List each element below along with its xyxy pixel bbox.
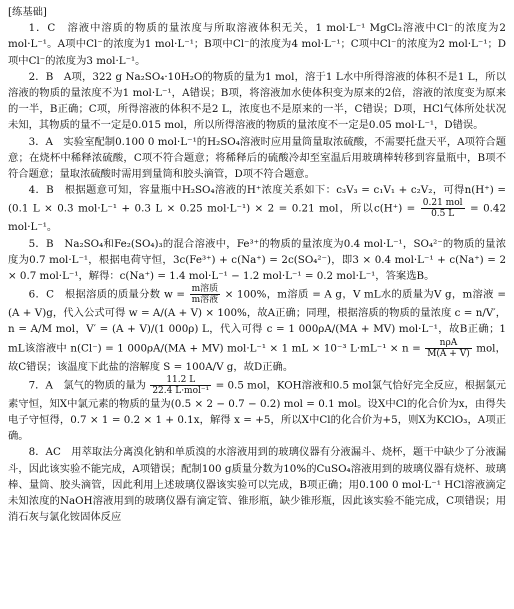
fraction-numerator: 0.21 mol bbox=[422, 198, 463, 209]
fraction-denominator: 0.5 L bbox=[431, 209, 455, 220]
answer-7-text-b: = 0.5 mol，KOH溶液和0.5 mol氯气恰好完全反应，根据氯元素守恒，知X中氯元素的物质的量为(0.5 × 2 − 0.7 − 0.2) mol = 0.1 mol。设X中Cl的化合价为x，由得失电子守恒得，0.7 × 1 = 0.2 × 1 + 0.1x，解得 x = +5，所以X中Cl的化合价为+5，则X为KClO₃，A项正确。 bbox=[8, 379, 506, 443]
answer-6-text-c: mol，故C错误；该温度下此盐的溶解度 S = 100A/V g，故D正确。 bbox=[8, 342, 506, 373]
answer-6-chloride-fraction bbox=[425, 338, 472, 359]
fraction-numerator: m溶质 bbox=[191, 284, 219, 295]
answer-2: 2．B A项，322 g Na₂SO₄·10H₂O的物质的量为1 mol，溶于1 L水中所得溶液的体积不是1 L，所以溶液的物质的量浓度不为1 mol·L⁻¹，A错误；B项，将溶液加水使体积变为原来的2倍，溶液的浓度变为原来的一半，B正确；C项，所得溶液的体积不是2 L，浓度也不是原来的一半，C错误；D项，HCl气体所处状况未知，其物质的量不一定是0.015 mol，所以所得溶液的物质的量浓度不一定是0.05 mol·L⁻¹，D错误。 bbox=[8, 70, 506, 132]
fraction-numerator: 11.2 L bbox=[150, 375, 211, 386]
answer-3: 3．A 实验室配制0.100 0 mol·L⁻¹的H₂SO₄溶液时应用量筒量取浓硫酸，不需要托盘天平，A项符合题意；在烧杯中稀释浓硫酸，C项不符合题意；将稀释后的硫酸冷却至室温后用玻璃棒转移到容量瓶中，B项不符合题意；量取浓硫酸时需用到量筒和胶头滴管，D项不符合题意。 bbox=[8, 135, 506, 181]
answer-7-fraction bbox=[150, 375, 211, 396]
answer-6-text-b: × 100%，m溶质 = A g，V mL水的质量为V g，m溶液 = (A + V)g，代入公式可得 w = A/(A + V) × 100%，故A正确；同理，根据溶质的物质的量浓度 c = n/V′，n = A/M mol，V′ = (A + V)/(1 000ρ) L，代入可得 c = 1 000ρA/(MA + MV) mol·L⁻¹，故B正确；1 mL该溶液中 n(Cl⁻) = 1 000ρA/(MA + MV) mol·L⁻¹ × 1 mL × 10⁻³ L·mL⁻¹ × n = bbox=[8, 288, 506, 355]
answer-6 bbox=[8, 284, 506, 375]
answer-4-text-b: = 0.42 mol·L⁻¹。 bbox=[8, 202, 506, 234]
answer-5: 5．B Na₂SO₄和Fe₂(SO₄)₃的混合溶液中，Fe³⁺的物质的量浓度为0.4 mol·L⁻¹，SO₄²⁻的物质的量浓度为0.7 mol·L⁻¹，根据电荷守恒，3c(Fe³⁺) + c(Na⁺) = 2c(SO₄²⁻)，即3 × 0.4 mol·L⁻¹ + c(Na⁺) = 2 × 0.7 mol·L⁻¹，解得：c(Na⁺) = 1.4 mol·L⁻¹ − 1.2 mol·L⁻¹ = 0.2 mol·L⁻¹，答案选B。 bbox=[8, 237, 506, 283]
answer-7 bbox=[8, 375, 506, 445]
answer-4-text-a: 4．B 根据题意可知，容量瓶中H₂SO₄溶液的H⁺浓度关系如下：c₃V₃ = c₁V₁ + c₂V₂，可得n(H⁺) = (0.1 L × 0.3 mol·L⁻¹ + 0.3 L × 0.25 mol·L⁻¹) × 2 = 0.21 mol，所以c(H⁺) = bbox=[8, 184, 506, 215]
answer-8: 8．AC 用萃取法分离溴化钠和单质溴的水溶液用到的玻璃仪器有分液漏斗、烧杯，题干中缺少了分液漏斗，因此该实验不能完成，A项错误；配制100 g质量分数为10%的CuSO₄溶液用到的玻璃仪器有烧杯、玻璃棒、量筒、胶头滴管，因此利用上述玻璃仪器该实验可以完成，B项正确；用0.100 0 mol·L⁻¹ HCl溶液滴定未知浓度的NaOH溶液用到的玻璃仪器有滴定管、锥形瓶，缺少锥形瓶，因此该实验不能完成，C项错误；用消石灰与氯化铵固体反应 bbox=[8, 446, 506, 524]
answer-7-text-a: 7．A 氯气的物质的量为 bbox=[28, 379, 146, 392]
fraction-denominator: m溶液 bbox=[191, 295, 219, 306]
fraction-denominator: 22.4 L·mol⁻¹ bbox=[152, 385, 210, 396]
section-heading: [练基础] bbox=[8, 6, 47, 18]
answer-1: 1．C 溶液中溶质的物质的量浓度与所取溶液体积无关，1 mol·L⁻¹ MgCl₂溶液中Cl⁻的浓度为2 mol·L⁻¹。A项中Cl⁻的浓度为1 mol·L⁻¹；B项中Cl⁻的浓度为4 mol·L⁻¹；C项中Cl⁻的浓度为2 mol·L⁻¹；D项中Cl⁻的浓度为3 mol·L⁻¹。 bbox=[8, 22, 506, 67]
answer-6-text-a: 6．C 根据溶质的质量分数 w = bbox=[28, 288, 185, 301]
fraction-denominator: M(A + V) bbox=[427, 348, 470, 359]
answer-4 bbox=[8, 182, 506, 235]
answer-4-fraction bbox=[421, 198, 465, 219]
answer-6-mass-fraction bbox=[190, 284, 221, 305]
fraction-numerator: nρA bbox=[425, 338, 472, 349]
